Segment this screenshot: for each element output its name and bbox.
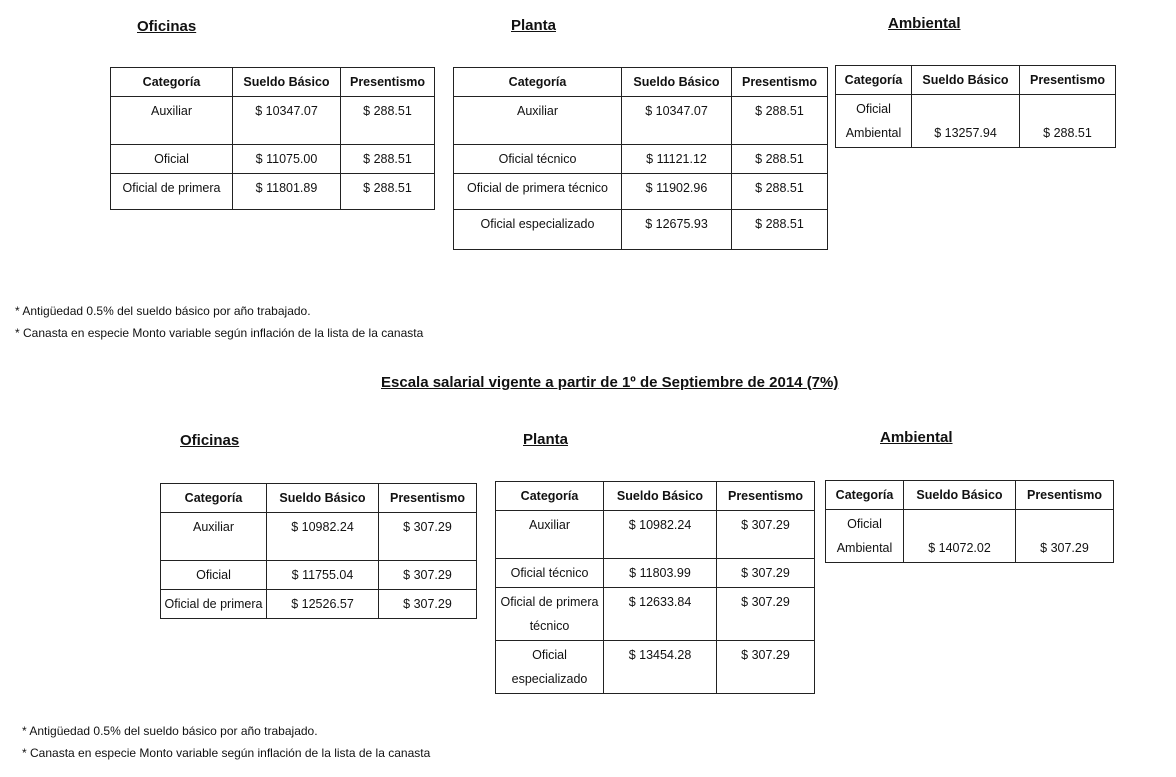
cell-sueldo: $ 11755.04 [267,561,379,590]
bottom-oficinas-table [160,483,477,619]
table-row [496,588,815,641]
top-planta-title: Planta [511,17,557,34]
header-presentismo: Presentismo [379,484,477,513]
cell-sueldo: $ 12526.57 [267,590,379,619]
cell-presentismo: $ 288.51 [341,174,435,210]
header-presentismo: Presentismo [341,68,435,97]
cell-categoria: Oficial especializado [496,641,604,694]
bottom-planta-table [495,481,815,694]
cell-sueldo: $ 11121.12 [622,145,732,174]
cell-sueldo: $ 13257.94 [912,95,1020,148]
top-ambiental-table [835,65,1116,148]
cell-categoria: Auxiliar [111,97,233,145]
header-sueldo-basico: Sueldo Básico [912,66,1020,95]
cell-categoria: Oficial de primera técnico [454,174,622,210]
cell-presentismo: $ 288.51 [732,174,828,210]
cell-presentismo: $ 307.29 [717,511,815,559]
bottom-note-antiguedad: * Antigüedad 0.5% del sueldo básico por año trabajado. [22,724,318,738]
cell-sueldo: $ 10982.24 [604,511,717,559]
cell-sueldo: $ 11803.99 [604,559,717,588]
header-categoria: Categoría [826,481,904,510]
table-header-row [826,481,1114,510]
table-row [454,145,828,174]
header-sueldo-basico: Sueldo Básico [622,68,732,97]
table-row [454,210,828,250]
cell-sueldo: $ 11902.96 [622,174,732,210]
header-presentismo: Presentismo [732,68,828,97]
cell-categoria: Oficial técnico [496,559,604,588]
cell-categoria: Oficial de primera [161,590,267,619]
cell-presentismo: $ 307.29 [717,641,815,694]
header-categoria: Categoría [111,68,233,97]
cell-presentismo: $ 307.29 [379,513,477,561]
table-row [111,145,435,174]
header-presentismo: Presentismo [717,482,815,511]
bottom-planta-title: Planta [523,431,569,448]
cell-presentismo: $ 288.51 [732,145,828,174]
cell-categoria: Oficial de primera [111,174,233,210]
cell-categoria: Oficial Ambiental [826,510,904,563]
table-row [161,513,477,561]
cell-presentismo: $ 307.29 [379,561,477,590]
main-title: Escala salarial vigente a partir de 1º de Septiembre de 2014 (7%) [381,374,839,391]
top-note-canasta: * Canasta en especie Monto variable según inflación de la lista de la canasta [15,326,424,340]
cell-categoria: Oficial de primera técnico [496,588,604,641]
cell-presentismo: $ 288.51 [341,145,435,174]
cell-presentismo: $ 288.51 [732,97,828,145]
header-sueldo-basico: Sueldo Básico [233,68,341,97]
table-row [161,590,477,619]
table-row [836,95,1116,148]
top-planta-table [453,67,828,250]
table-header-row [454,68,828,97]
bottom-ambiental-title: Ambiental [880,429,953,446]
table-row [496,641,815,694]
top-oficinas-title: Oficinas [137,18,197,35]
cell-categoria: Oficial [161,561,267,590]
header-presentismo: Presentismo [1020,66,1116,95]
cell-sueldo: $ 14072.02 [904,510,1016,563]
table-row [111,174,435,210]
cell-categoria: Oficial técnico [454,145,622,174]
header-sueldo-basico: Sueldo Básico [604,482,717,511]
cell-presentismo: $ 288.51 [341,97,435,145]
cell-categoria: Auxiliar [496,511,604,559]
header-categoria: Categoría [161,484,267,513]
cell-sueldo: $ 12675.93 [622,210,732,250]
cell-sueldo: $ 11075.00 [233,145,341,174]
cell-sueldo: $ 10982.24 [267,513,379,561]
cell-categoria: Auxiliar [161,513,267,561]
table-row [454,174,828,210]
cell-presentismo: $ 307.29 [379,590,477,619]
header-categoria: Categoría [454,68,622,97]
table-row [826,510,1114,563]
cell-sueldo: $ 12633.84 [604,588,717,641]
table-row [111,97,435,145]
cell-sueldo: $ 11801.89 [233,174,341,210]
cell-presentismo: $ 307.29 [717,559,815,588]
cell-categoria: Oficial Ambiental [836,95,912,148]
bottom-oficinas-title: Oficinas [180,432,240,449]
cell-categoria: Oficial [111,145,233,174]
table-row [496,511,815,559]
top-note-antiguedad: * Antigüedad 0.5% del sueldo básico por año trabajado. [15,304,311,318]
header-categoria: Categoría [836,66,912,95]
table-header-row [111,68,435,97]
cell-sueldo: $ 10347.07 [622,97,732,145]
cell-categoria: Oficial especializado [454,210,622,250]
top-ambiental-title: Ambiental [888,15,961,32]
cell-presentismo: $ 288.51 [1020,95,1116,148]
table-row [496,559,815,588]
cell-categoria: Auxiliar [454,97,622,145]
table-row [454,97,828,145]
table-header-row [836,66,1116,95]
cell-presentismo: $ 288.51 [732,210,828,250]
bottom-ambiental-table [825,480,1114,563]
table-header-row [496,482,815,511]
bottom-note-canasta: * Canasta en especie Monto variable según inflación de la lista de la canasta [22,746,431,760]
header-sueldo-basico: Sueldo Básico [267,484,379,513]
cell-presentismo: $ 307.29 [717,588,815,641]
cell-sueldo: $ 13454.28 [604,641,717,694]
header-presentismo: Presentismo [1016,481,1114,510]
cell-sueldo: $ 10347.07 [233,97,341,145]
cell-presentismo: $ 307.29 [1016,510,1114,563]
table-row [161,561,477,590]
table-header-row [161,484,477,513]
top-oficinas-table [110,67,435,210]
header-sueldo-basico: Sueldo Básico [904,481,1016,510]
header-categoria: Categoría [496,482,604,511]
